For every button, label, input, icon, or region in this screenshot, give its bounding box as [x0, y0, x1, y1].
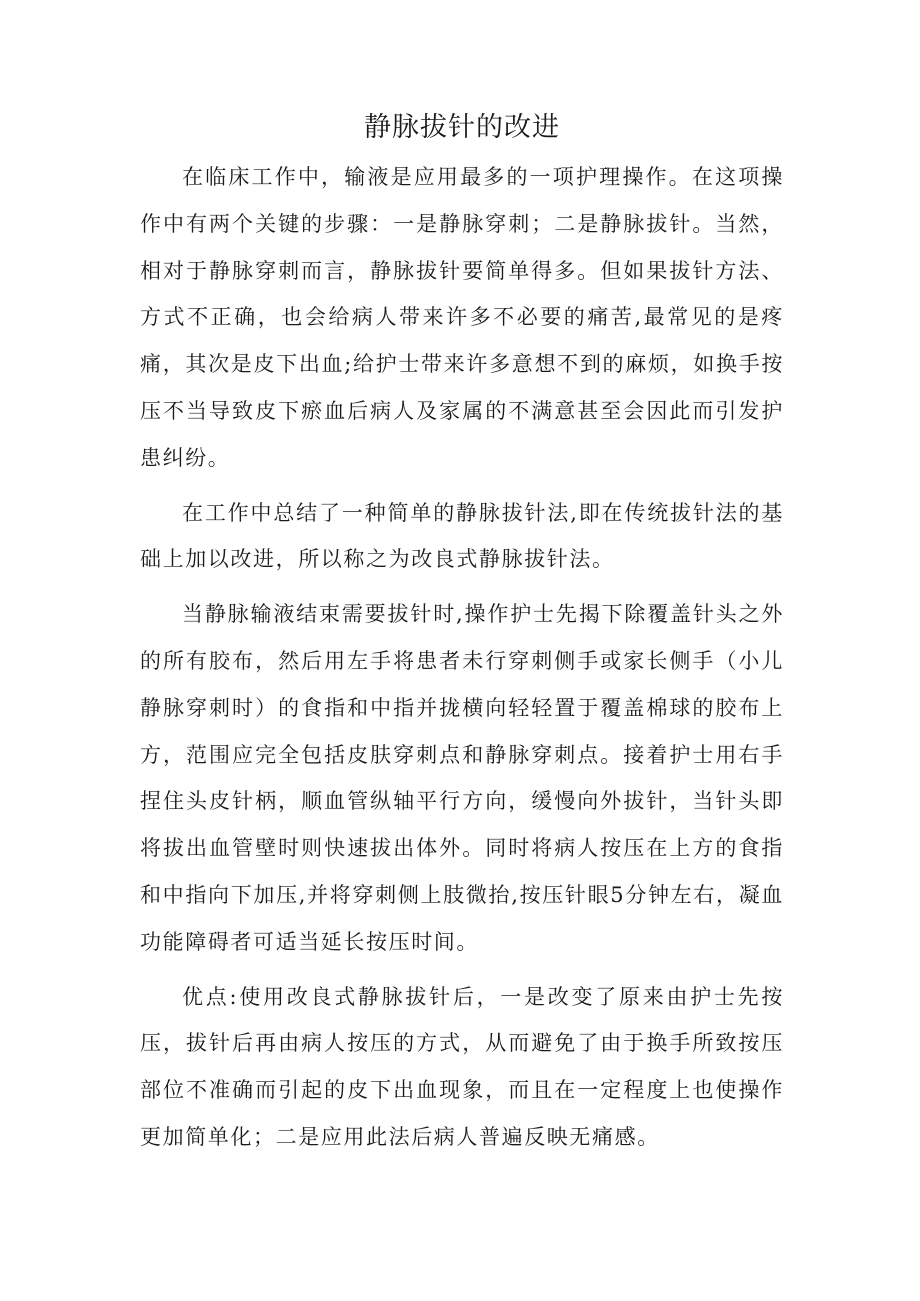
paragraph-intro: 在临床工作中，输液是应用最多的一项护理操作。在这项操作中有两个关键的步骤：一是静脉穿刺；二是静脉拔针。当然，相对于静脉穿刺而言，静脉拔针要简单得多。但如果拔针方法、方式不正确，也会给病人带来许多不必要的痛苦,最常见的是疼痛，其次是皮下出血;给护士带来许多意想不到的麻烦，如换手按压不当导致皮下瘀血后病人及家属的不满意甚至会因此而引发护患纠纷。 — [140, 165, 784, 470]
document-title: 静脉拔针的改进 — [364, 112, 560, 143]
document-body — [140, 108, 784, 1169]
paragraph-summary: 在工作中总结了一种简单的静脉拔针法,即在传统拔针法的基础上加以改进，所以称之为改良式静脉拔针法。 — [140, 500, 784, 572]
paragraph-procedure: 当静脉输液结束需要拔针时,操作护士先揭下除覆盖针头之外的所有胶布，然后用左手将患者未行穿刺侧手或家长侧手（小儿静脉穿刺时）的食指和中指并拢横向轻轻置于覆盖棉球的胶布上方，范围应完全包括皮肤穿刺点和静脉穿刺点。接着护士用右手捏住头皮针柄，顺血管纵轴平行方向，缓慢向外拔针，当针头即将拔出血管壁时则快速拔出体外。同时将病人按压在上方的食指和中指向下加压,并将穿刺侧上肢微抬,按压针眼5分钟左右，凝血功能障碍者可适当延长按压时间。 — [140, 602, 784, 954]
paragraph-advantages: 优点:使用改良式静脉拔针后，一是改变了原来由护士先按压，拔针后再由病人按压的方式，从而避免了由于换手所致按压部位不准确而引起的皮下出血现象，而且在一定程度上也使操作更加简单化；二是应用此法后病人普遍反映无痛感。 — [140, 984, 784, 1149]
